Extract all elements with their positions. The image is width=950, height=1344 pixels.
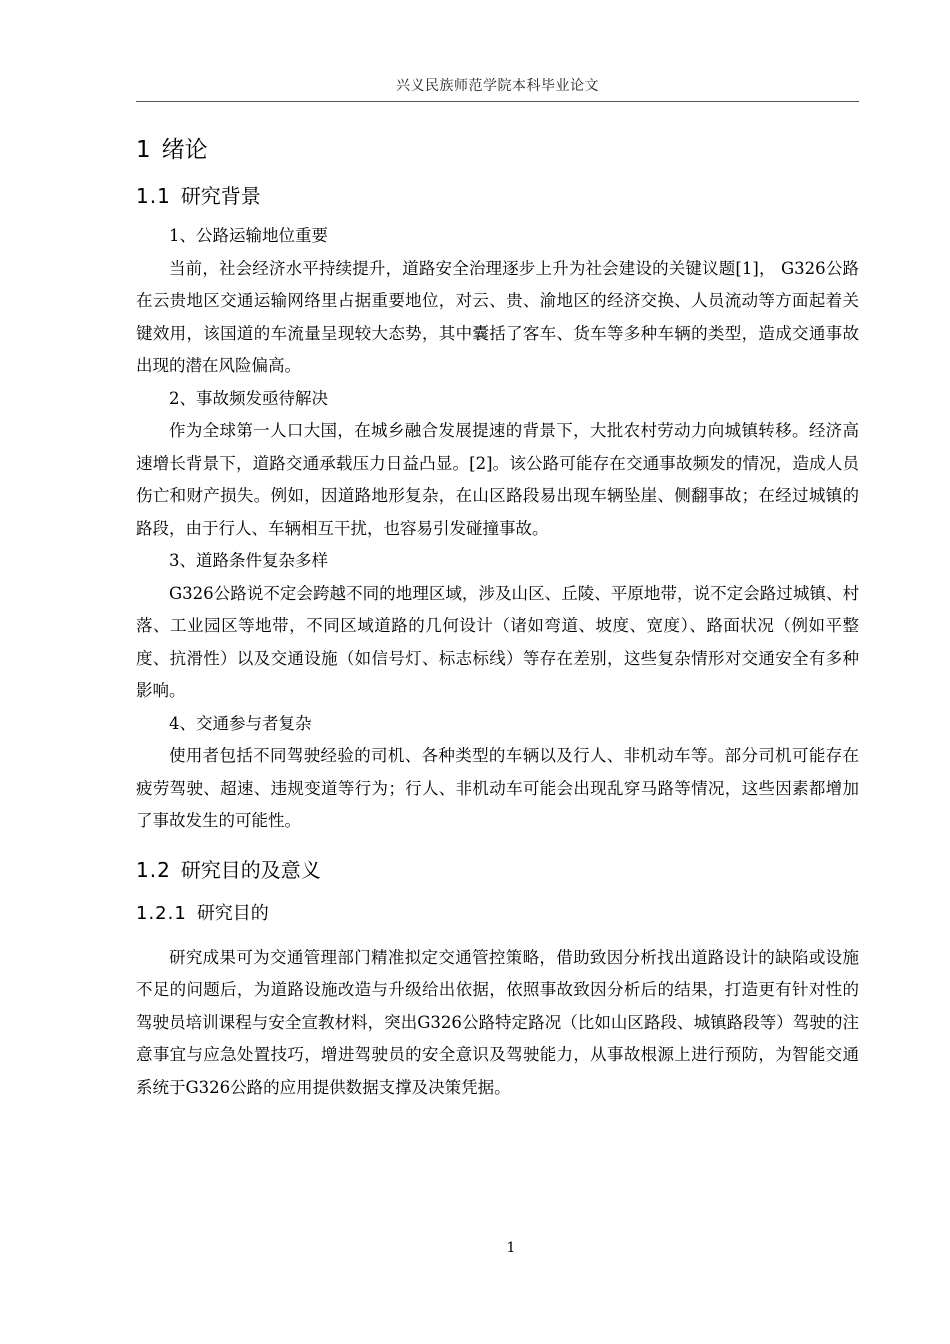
running-header: 兴义民族师范学院本科毕业论文 xyxy=(396,78,599,94)
chapter-title: 绪论 xyxy=(161,137,208,163)
header-divider xyxy=(136,101,859,102)
section-heading-1-1 xyxy=(136,176,859,216)
chapter-number: 1 xyxy=(136,137,152,163)
chapter-heading xyxy=(136,130,859,170)
page-number: 1 xyxy=(506,1240,516,1256)
item-heading: 3、道路条件复杂多样 xyxy=(169,551,328,570)
section-number: 1.1 xyxy=(136,184,171,208)
purpose-paragraph: 研究成果可为交通管理部门精准拟定交通管控策略，借助致因分析找出道路设计的缺陷或设施不足的问题后，为道路设施改造与升级给出依据，依照事故致因分析后的结果，打造更有针对性的驾驶员培训课程与安全宣教材料，突出G326公路特定路况（比如山区路段、城镇路段等）驾驶的注意事宜与应急处置技巧，增进驾驶员的安全意识及驾驶能力，从事故根源上进行预防，为智能交通系统于G326公路的应用提供数据支撑及决策凭据。 xyxy=(136,947,859,1097)
background-item-3 xyxy=(136,545,859,708)
item-heading: 1、公路运输地位重要 xyxy=(169,226,328,245)
background-item-1 xyxy=(136,220,859,383)
item-paragraph: 作为全球第一人口大国，在城乡融合发展提速的背景下，大批农村劳动力向城镇转移。经济高速增长背景下，道路交通承载压力日益凸显。[2]。该公路可能存在交通事故频发的情况，造成人员伤亡和财产损失。例如，因道路地形复杂，在山区路段易出现车辆坠崖、侧翻事故；在经过城镇的路段，由于行人、车辆相互干扰，也容易引发碰撞事故。 xyxy=(136,421,859,538)
background-item-2 xyxy=(136,383,859,546)
subsection-title: 研究目的 xyxy=(196,902,269,924)
section-title: 研究目的及意义 xyxy=(180,857,321,882)
page-content xyxy=(136,130,859,1104)
item-paragraph: 当前，社会经济水平持续提升，道路安全治理逐步上升为社会建设的关键议题[1]， G326公路在云贵地区交通运输网络里占据重要地位，对云、贵、渝地区的经济交换、人员流动等方面起着关键效用，该国道的车流量呈现较大态势，其中囊括了客车、货车等多种车辆的类型，造成交通事故出现的潜在风险偏高。 xyxy=(136,258,859,375)
item-paragraph: 使用者包括不同驾驶经验的司机、各种类型的车辆以及行人、非机动车等。部分司机可能存在疲劳驾驶、超速、违规变道等行为；行人、非机动车可能会出现乱穿马路等情况，这些因素都增加了事故发生的可能性。 xyxy=(136,746,859,830)
item-heading: 4、交通参与者复杂 xyxy=(169,713,312,733)
subsection-heading-1-2-1 xyxy=(136,894,859,934)
section-title: 研究背景 xyxy=(180,184,261,208)
section-number: 1.2 xyxy=(136,857,171,882)
item-heading: 2、事故频发亟待解决 xyxy=(169,388,328,408)
section-heading-1-2 xyxy=(136,850,859,890)
item-paragraph: G326公路说不定会跨越不同的地理区域，涉及山区、丘陵、平原地带，说不定会路过城镇、村落、工业园区等地带，不同区域道路的几何设计（诸如弯道、坡度、宽度）、路面状况（例如平整度、抗滑性）以及交通设施（如信号灯、标志标线）等存在差别，这些复杂情形对交通安全有多种影响。 xyxy=(136,583,859,700)
background-item-4 xyxy=(136,708,859,838)
subsection-number: 1.2.1 xyxy=(136,902,187,924)
